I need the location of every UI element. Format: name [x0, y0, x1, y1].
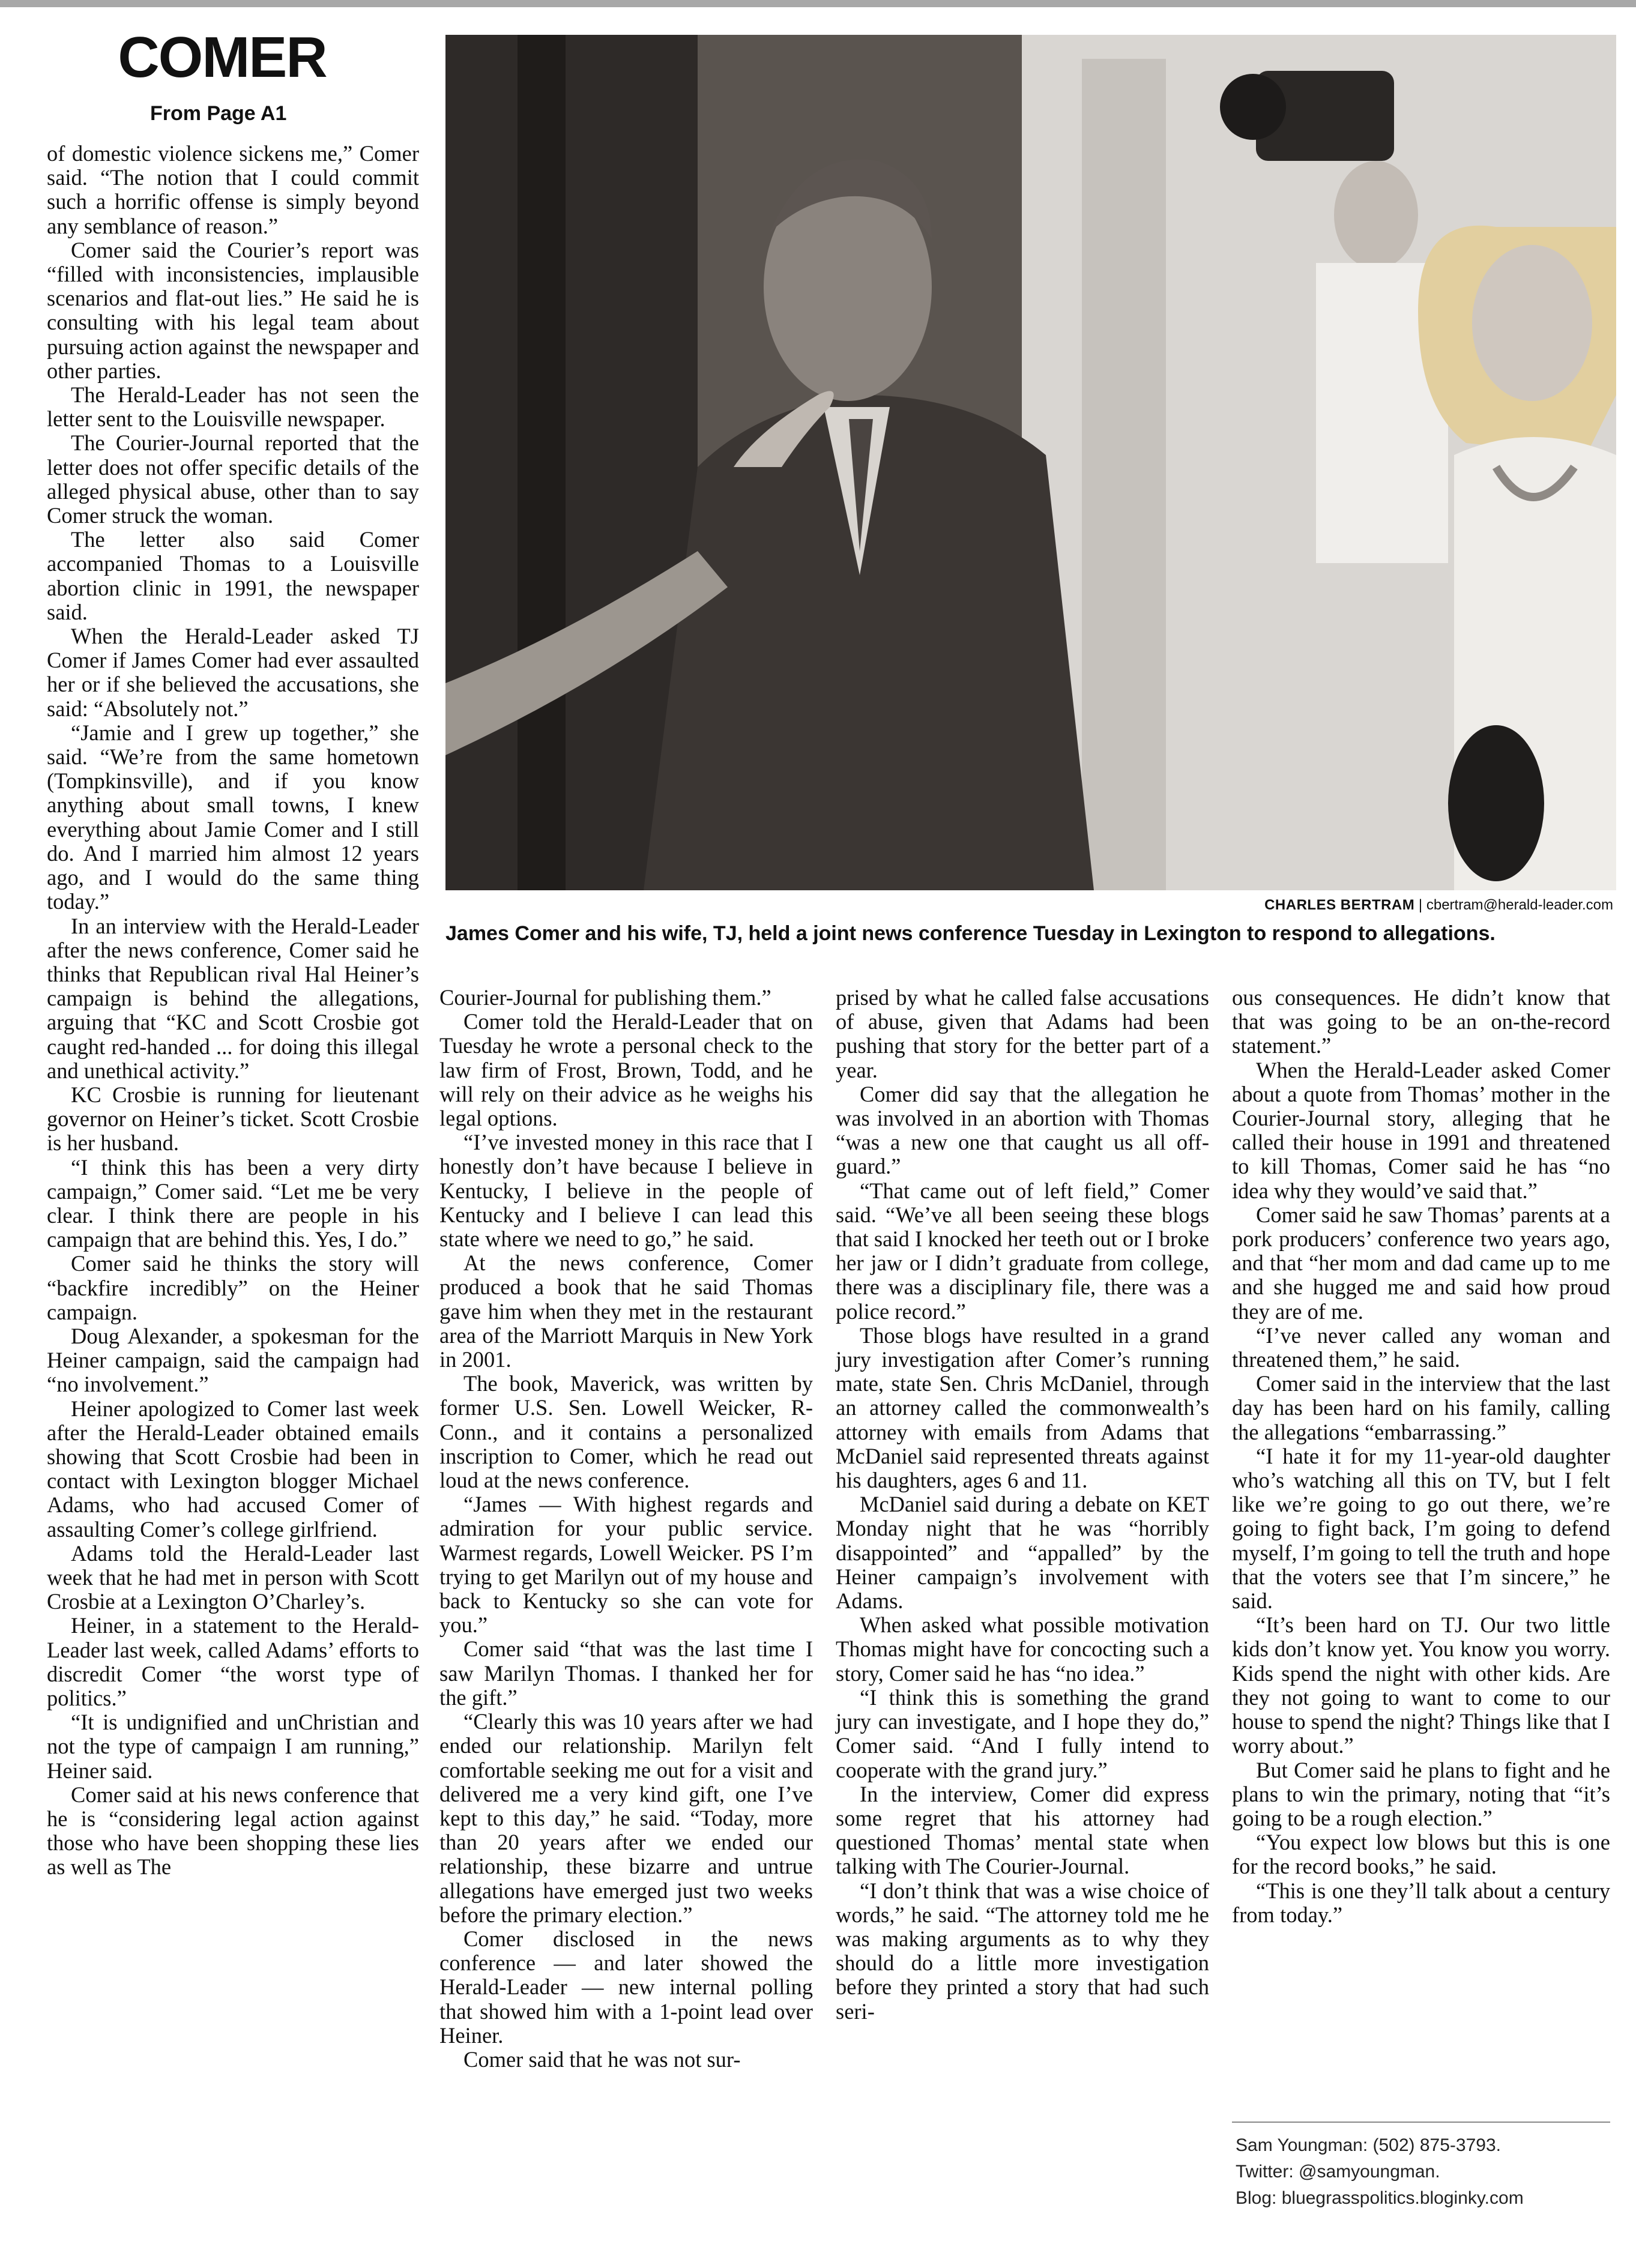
article-paragraph: Comer said at his news conference that he is “considering legal action against those who have been shopping these lies as well as The — [47, 1782, 419, 1880]
article-paragraph: Those blogs have resulted in a grand jury investigation after Comer’s running mate, state Sen. Chris McDaniel, through an attorney called the commonwealth’s attorney with emails from Adams that McDaniel said represented threats against his daughters, ages 6 and 11. — [836, 1322, 1209, 1493]
article-paragraph: “It is undignified and unChristian and not the type of campaign I am running,” Heiner said. — [47, 1710, 419, 1783]
article-paragraph: “I don’t think that was a wise choice of words,” he said. “The attorney told me he was making arguments as to why they should do a little more investigation before they printed a story that had such seri- — [836, 1878, 1209, 2024]
signoff-rule — [1232, 2122, 1610, 2123]
article-paragraph: The Herald-Leader has not seen the letter sent to the Louisville newspaper. — [47, 382, 419, 432]
article-paragraph: prised by what he called false accusations of abuse, given that Adams had been pushing that story for the better part of a year. — [836, 985, 1209, 1082]
article-paragraph: Doug Alexander, a spokesman for the Heiner campaign, said the campaign had “no involvement.” — [47, 1323, 419, 1397]
jump-line: From Page A1 — [150, 102, 287, 125]
signoff-phone: Sam Youngman: (502) 875-3793. — [1236, 2135, 1501, 2155]
photographer-email: cbertram@herald-leader.com — [1426, 897, 1613, 913]
article-paragraph: Comer said the Courier’s report was “filled with inconsistencies, implausible scenarios and flat-out lies.” He said he is consulting with his legal team about pursuing action against the newspaper and other parties. — [47, 237, 419, 383]
article-paragraph: Heiner apologized to Comer last week after the Herald-Leader obtained emails showing that Scott Crosbie had been in contact with Lexington blogger Michael Adams, who had accused Comer of assaulting Comer’s college girlfriend. — [47, 1396, 419, 1542]
article-paragraph: KC Crosbie is running for lieutenant governor on Heiner’s ticket. Scott Crosbie is her husband. — [47, 1082, 419, 1156]
article-paragraph: “I hate it for my 11-year-old daughter who’s watching all this on TV, but I felt like we’re going to go out there, we’re going to fight back, I’m going to defend myself, I’m going to tell the truth and hope that the voters see that I’m sincere,” he said. — [1232, 1443, 1610, 1614]
news-photo — [445, 35, 1616, 890]
article-paragraph: Comer said he saw Thomas’ parents at a pork producers’ conference two years ago, and that “her mom and dad came up to me and she hugged me and said how proud they are of me. — [1232, 1202, 1610, 1324]
article-paragraph: When the Herald-Leader asked TJ Comer if James Comer had ever assaulted her or if she believed the accusations, she said: “Absolutely not.” — [47, 624, 419, 721]
article-paragraph: “I’ve never called any woman and threatened them,” he said. — [1232, 1322, 1610, 1372]
article-paragraph: Comer said he thinks the story will “backfire incredibly” on the Heiner campaign. — [47, 1251, 419, 1324]
article-paragraph: But Comer said he plans to fight and he plans to win the primary, noting that “it’s going to be a rough election.” — [1232, 1757, 1610, 1830]
article-paragraph: Comer said in the interview that the last day has been hard on his family, calling the allegations “embarrassing.” — [1232, 1371, 1610, 1444]
article-paragraph: “This is one they’ll talk about a century from today.” — [1232, 1878, 1610, 1927]
author-signoff — [1236, 2132, 1524, 2212]
article-paragraph: In an interview with the Herald-Leader after the news conference, Comer said he thinks that Republican rival Hal Heiner’s campaign is behind the allegations, arguing that “KC and Scott Crosbie got caught red-handed ... for doing this illegal and unethical activity.” — [47, 913, 419, 1083]
article-paragraph: “Jamie and I grew up together,” she said. “We’re from the same hometown (Tompkinsville), and if you know anything about small towns, I knew everything about Jamie Comer and I still do. And I married him almost 12 years ago, and I would do the same thing today.” — [47, 720, 419, 914]
photo-illustration — [445, 35, 1616, 890]
signoff-blog: Blog: bluegrasspolitics.bloginky.com — [1236, 2188, 1524, 2208]
signoff-twitter: Twitter: @samyoungman. — [1236, 2162, 1440, 2182]
jump-headline: COMER — [118, 25, 327, 89]
top-rule — [0, 0, 1636, 7]
photo-credit: CHARLES BERTRAM | cbertram@herald-leader.com — [1264, 897, 1613, 913]
article-paragraph: Heiner, in a statement to the Herald-Leader last week, called Adams’ efforts to discredit Comer “the worst type of politics.” — [47, 1613, 419, 1710]
article-paragraph: of domestic violence sickens me,” Comer said. “The notion that I could commit such a horrific offense is simply beyond any semblance of reason.” — [47, 141, 419, 238]
article-paragraph: In the interview, Comer did express some regret that his attorney had questioned Thomas’ mental state when talking with The Courier-Journal. — [836, 1781, 1209, 1879]
article-paragraph: Comer did say that the allegation he was involved in an abortion with Thomas “was a new one that caught us all off-guard.” — [836, 1081, 1209, 1179]
article-column-1 — [47, 142, 419, 1880]
article-paragraph: When the Herald-Leader asked Comer about a quote from Thomas’ mother in the Courier-Journal story, alleging that he called their house in 1991 and threatened to kill Thomas, Comer said he has “no idea why they would’ve said that.” — [1232, 1057, 1610, 1203]
article-paragraph: The letter also said Comer accompanied Thomas to a Louisville abortion clinic in 1991, the newspaper said. — [47, 527, 419, 624]
article-paragraph: ous consequences. He didn’t know that that was going to be an on-the-record statement.” — [1232, 985, 1610, 1058]
article-paragraph: “James — With highest regards and admiration for your public service. Warmest regards, Lowell Weicker. PS I’m trying to get Marilyn out of my house and back to Kentucky so she can vote for you.” — [439, 1492, 813, 1638]
article-paragraph: “That came out of left field,” Comer said. “We’ve all been seeing these blogs that said I knocked her teeth out or I broke her jaw or I didn’t graduate from college, there was a disciplinary file, there was a police record.” — [836, 1178, 1209, 1324]
article-paragraph: “I think this has been a very dirty campaign,” Comer said. “Let me be very clear. I think there are people in his campaign that are behind this. Yes, I do.” — [47, 1154, 419, 1252]
article-paragraph: Adams told the Herald-Leader last week that he had met in person with Scott Crosbie at a Lexington O’Charley’s. — [47, 1540, 419, 1614]
article-column-2 — [439, 986, 813, 2072]
article-paragraph: The book, Maverick, was written by former U.S. Sen. Lowell Weicker, R-Conn., and it contains a personalized inscription to Comer, which he read out loud at the news conference. — [439, 1371, 813, 1493]
article-paragraph: “I think this is something the grand jury can investigate, and I hope they do,” Comer said. “And I fully intend to cooperate with the grand jury.” — [836, 1684, 1209, 1782]
article-paragraph: When asked what possible motivation Thomas might have for concocting such a story, Comer said he has “no idea.” — [836, 1612, 1209, 1686]
article-paragraph: Courier-Journal for publishing them.” — [439, 985, 771, 1010]
article-paragraph: Comer said “that was the last time I saw Marilyn Thomas. I thanked her for the gift.” — [439, 1636, 813, 1710]
article-paragraph: Comer said that he was not sur- — [463, 2046, 741, 2072]
article-paragraph: At the news conference, Comer produced a book that he said Thomas gave him when they met in the restaurant area of the Marriott Marquis in New York in 2001. — [439, 1250, 813, 1372]
article-column-4 — [1232, 986, 1610, 1927]
photographer-name: CHARLES BERTRAM — [1264, 897, 1415, 913]
article-paragraph: “You expect low blows but this is one for the record books,” he said. — [1232, 1830, 1610, 1879]
photo-caption: James Comer and his wife, TJ, held a joint news conference Tuesday in Lexington to respond to allegations. — [445, 922, 1496, 945]
article-paragraph: The Courier-Journal reported that the letter does not offer specific details of the alleged physical abuse, other than to say Comer struck the woman. — [47, 430, 419, 528]
article-paragraph: “It’s been hard on TJ. Our two little kids don’t know yet. You know you worry. Kids spend the night with other kids. Are they not going to want to come to our house to spend the night? Things like that I worry about.” — [1232, 1612, 1610, 1758]
article-paragraph: “I’ve invested money in this race that I honestly don’t have because I believe in Kentucky, I believe in the people of Kentucky and I believe I can lead this state where we need to go,” he said. — [439, 1130, 813, 1252]
article-column-3 — [836, 986, 1209, 2024]
article-paragraph: Comer disclosed in the news conference — and later showed the Herald-Leader — new internal polling that showed him with a 1-point lead over Heiner. — [439, 1926, 813, 2048]
article-paragraph: “Clearly this was 10 years after we had ended our relationship. Marilyn felt comfortable seeking me out for a visit and delivered me a very kind gift, one I’ve kept to this day,” he said. “Today, more than 20 years after we ended our relationship, these bizarre and untrue allegations have emerged just two weeks before the primary election.” — [439, 1709, 813, 1927]
article-paragraph: Comer told the Herald-Leader that on Tuesday he wrote a personal check to the law firm of Frost, Brown, Todd, and he will rely on their advice as he weighs his legal options. — [439, 1009, 813, 1131]
article-paragraph: McDaniel said during a debate on KET Monday night that he was “horribly disappointed” and “appalled” by the Heiner campaign’s involvement with Adams. — [836, 1492, 1209, 1614]
